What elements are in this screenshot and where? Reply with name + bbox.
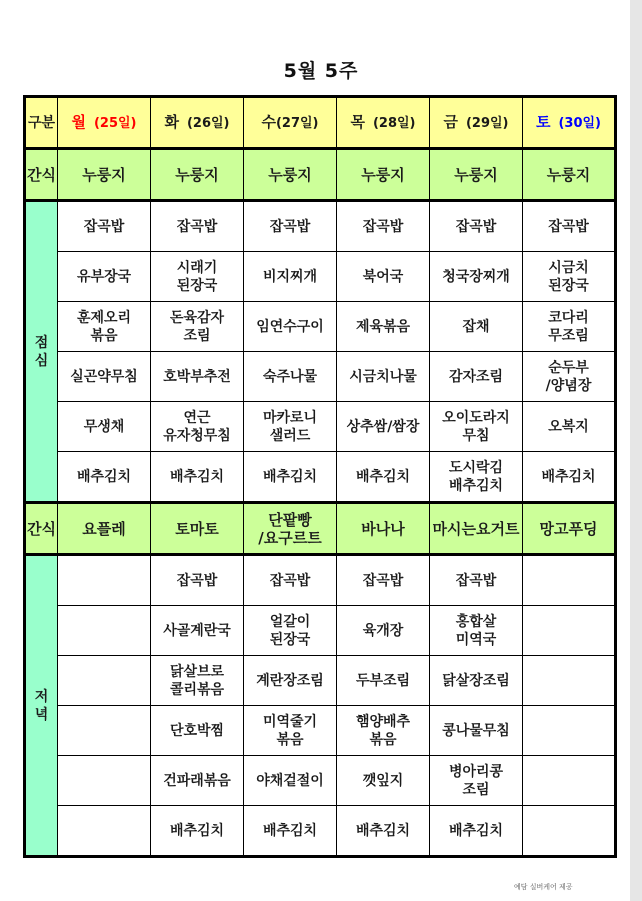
menu-cell: 잡곡밥 xyxy=(244,555,337,606)
day-date: (28일) xyxy=(372,115,416,131)
menu-cell: 도시락김 배추김치 xyxy=(430,452,523,503)
menu-cell: 시금치 된장국 xyxy=(523,252,616,302)
menu-cell: 돈육감자 조림 xyxy=(151,302,244,352)
day-date: (25일) xyxy=(93,115,137,131)
menu-cell: 배추김치 xyxy=(244,806,337,857)
day-header-wed xyxy=(244,97,337,149)
menu-cell: 누룽지 xyxy=(151,149,244,201)
day-header-tue xyxy=(151,97,244,149)
menu-cell: 임연수구이 xyxy=(244,302,337,352)
day-name: 수 xyxy=(261,112,276,131)
dinner-row xyxy=(25,756,616,806)
menu-cell xyxy=(523,606,616,656)
menu-cell: 콩나물무침 xyxy=(430,706,523,756)
day-header-thu xyxy=(337,97,430,149)
lunch-row xyxy=(25,302,616,352)
menu-cell: 연근 유자청무침 xyxy=(151,402,244,452)
afternoon-snack-label: 간식 xyxy=(25,503,58,555)
menu-cell: 미역줄기 볶음 xyxy=(244,706,337,756)
menu-cell: 누룽지 xyxy=(523,149,616,201)
menu-cell: 숙주나물 xyxy=(244,352,337,402)
menu-cell xyxy=(523,756,616,806)
menu-cell: 건파래볶음 xyxy=(151,756,244,806)
menu-cell: 배추김치 xyxy=(58,452,151,503)
lunch-label-text: 점심 xyxy=(34,334,49,369)
menu-cell: 바나나 xyxy=(337,503,430,555)
menu-cell: 잡곡밥 xyxy=(151,555,244,606)
day-name: 금 xyxy=(443,112,458,131)
menu-cell: 요플레 xyxy=(58,503,151,555)
menu-cell: 누룽지 xyxy=(58,149,151,201)
day-name: 월 xyxy=(71,112,86,131)
day-date: (26일) xyxy=(186,115,230,131)
menu-cell: 계란장조림 xyxy=(244,656,337,706)
menu-cell xyxy=(58,706,151,756)
menu-cell: 망고푸딩 xyxy=(523,503,616,555)
menu-cell: 잡곡밥 xyxy=(523,201,616,252)
menu-cell: 비지찌개 xyxy=(244,252,337,302)
menu-cell: 청국장찌개 xyxy=(430,252,523,302)
menu-cell: 육개장 xyxy=(337,606,430,656)
menu-cell xyxy=(58,656,151,706)
header-row xyxy=(25,97,616,149)
dinner-row xyxy=(25,656,616,706)
menu-cell: 배추김치 xyxy=(151,806,244,857)
menu-cell: 잡곡밥 xyxy=(151,201,244,252)
day-header-fri xyxy=(430,97,523,149)
menu-cell: 배추김치 xyxy=(430,806,523,857)
menu-cell: 잡곡밥 xyxy=(430,201,523,252)
dinner-row xyxy=(25,606,616,656)
dinner-row xyxy=(25,706,616,756)
menu-cell: 닭살브로 콜리볶음 xyxy=(151,656,244,706)
menu-cell: 얼갈이 된장국 xyxy=(244,606,337,656)
menu-cell: 오이도라지 무침 xyxy=(430,402,523,452)
menu-cell: 깻잎지 xyxy=(337,756,430,806)
menu-cell: 야채겉절이 xyxy=(244,756,337,806)
category-label: 구분 xyxy=(25,97,58,149)
menu-cell: 잡곡밥 xyxy=(430,555,523,606)
menu-cell: 사골계란국 xyxy=(151,606,244,656)
day-date: (30일) xyxy=(558,115,602,131)
menu-cell: 잡곡밥 xyxy=(58,201,151,252)
menu-cell: 배추김치 xyxy=(337,806,430,857)
dinner-row xyxy=(25,555,616,606)
footer-credit: 예담 실버케어 제공 xyxy=(514,883,573,891)
menu-cell xyxy=(58,606,151,656)
menu-cell: 햄양배추 볶음 xyxy=(337,706,430,756)
menu-cell: 배추김치 xyxy=(337,452,430,503)
menu-cell: 상추쌈/쌈장 xyxy=(337,402,430,452)
menu-cell: 제육볶음 xyxy=(337,302,430,352)
menu-cell: 잡채 xyxy=(430,302,523,352)
menu-cell: 잡곡밥 xyxy=(337,555,430,606)
menu-cell: 단팥빵 /요구르트 xyxy=(244,503,337,555)
menu-cell: 오복지 xyxy=(523,402,616,452)
menu-cell xyxy=(58,756,151,806)
menu-cell: 홍합살 미역국 xyxy=(430,606,523,656)
weekly-menu-table xyxy=(23,95,617,858)
menu-cell xyxy=(58,555,151,606)
menu-cell xyxy=(523,706,616,756)
morning-snack-row xyxy=(25,149,616,201)
day-date: (29일) xyxy=(465,115,509,131)
menu-cell: 마시는요거트 xyxy=(430,503,523,555)
page-title: 5월 5주 xyxy=(283,60,359,82)
day-date: (27일) xyxy=(275,115,319,131)
menu-cell: 누룽지 xyxy=(337,149,430,201)
menu-cell: 두부조림 xyxy=(337,656,430,706)
day-header-sat xyxy=(523,97,616,149)
morning-snack-label: 간식 xyxy=(25,149,58,201)
day-name: 목 xyxy=(350,112,365,131)
menu-cell: 시래기 된장국 xyxy=(151,252,244,302)
menu-cell: 잡곡밥 xyxy=(244,201,337,252)
menu-cell: 누룽지 xyxy=(430,149,523,201)
menu-cell: 배추김치 xyxy=(244,452,337,503)
menu-cell xyxy=(523,806,616,857)
menu-cell: 누룽지 xyxy=(244,149,337,201)
menu-cell: 배추김치 xyxy=(151,452,244,503)
menu-cell: 배추김치 xyxy=(523,452,616,503)
menu-cell: 마카로니 샐러드 xyxy=(244,402,337,452)
menu-cell xyxy=(58,806,151,857)
menu-cell: 감자조림 xyxy=(430,352,523,402)
lunch-row xyxy=(25,402,616,452)
lunch-label xyxy=(25,201,58,503)
menu-cell: 단호박찜 xyxy=(151,706,244,756)
day-header-mon xyxy=(58,97,151,149)
menu-cell: 닭살장조림 xyxy=(430,656,523,706)
menu-cell xyxy=(523,656,616,706)
lunch-row xyxy=(25,452,616,503)
menu-cell: 잡곡밥 xyxy=(337,201,430,252)
afternoon-snack-row xyxy=(25,503,616,555)
menu-cell: 훈제오리 볶음 xyxy=(58,302,151,352)
dinner-label-text: 저녁 xyxy=(34,688,49,723)
menu-cell: 유부장국 xyxy=(58,252,151,302)
menu-cell: 북어국 xyxy=(337,252,430,302)
lunch-row xyxy=(25,201,616,252)
day-name: 토 xyxy=(535,112,551,131)
day-name: 화 xyxy=(164,112,179,131)
menu-cell: 시금치나물 xyxy=(337,352,430,402)
lunch-row xyxy=(25,352,616,402)
menu-cell: 순두부 /양념장 xyxy=(523,352,616,402)
menu-cell: 토마토 xyxy=(151,503,244,555)
scrollbar-track[interactable] xyxy=(630,0,642,901)
menu-cell: 병아리콩 조림 xyxy=(430,756,523,806)
dinner-label xyxy=(25,555,58,857)
lunch-row xyxy=(25,252,616,302)
menu-cell: 무생채 xyxy=(58,402,151,452)
menu-cell: 코다리 무조림 xyxy=(523,302,616,352)
menu-cell: 호박부추전 xyxy=(151,352,244,402)
menu-cell xyxy=(523,555,616,606)
dinner-row xyxy=(25,806,616,857)
menu-cell: 실곤약무침 xyxy=(58,352,151,402)
